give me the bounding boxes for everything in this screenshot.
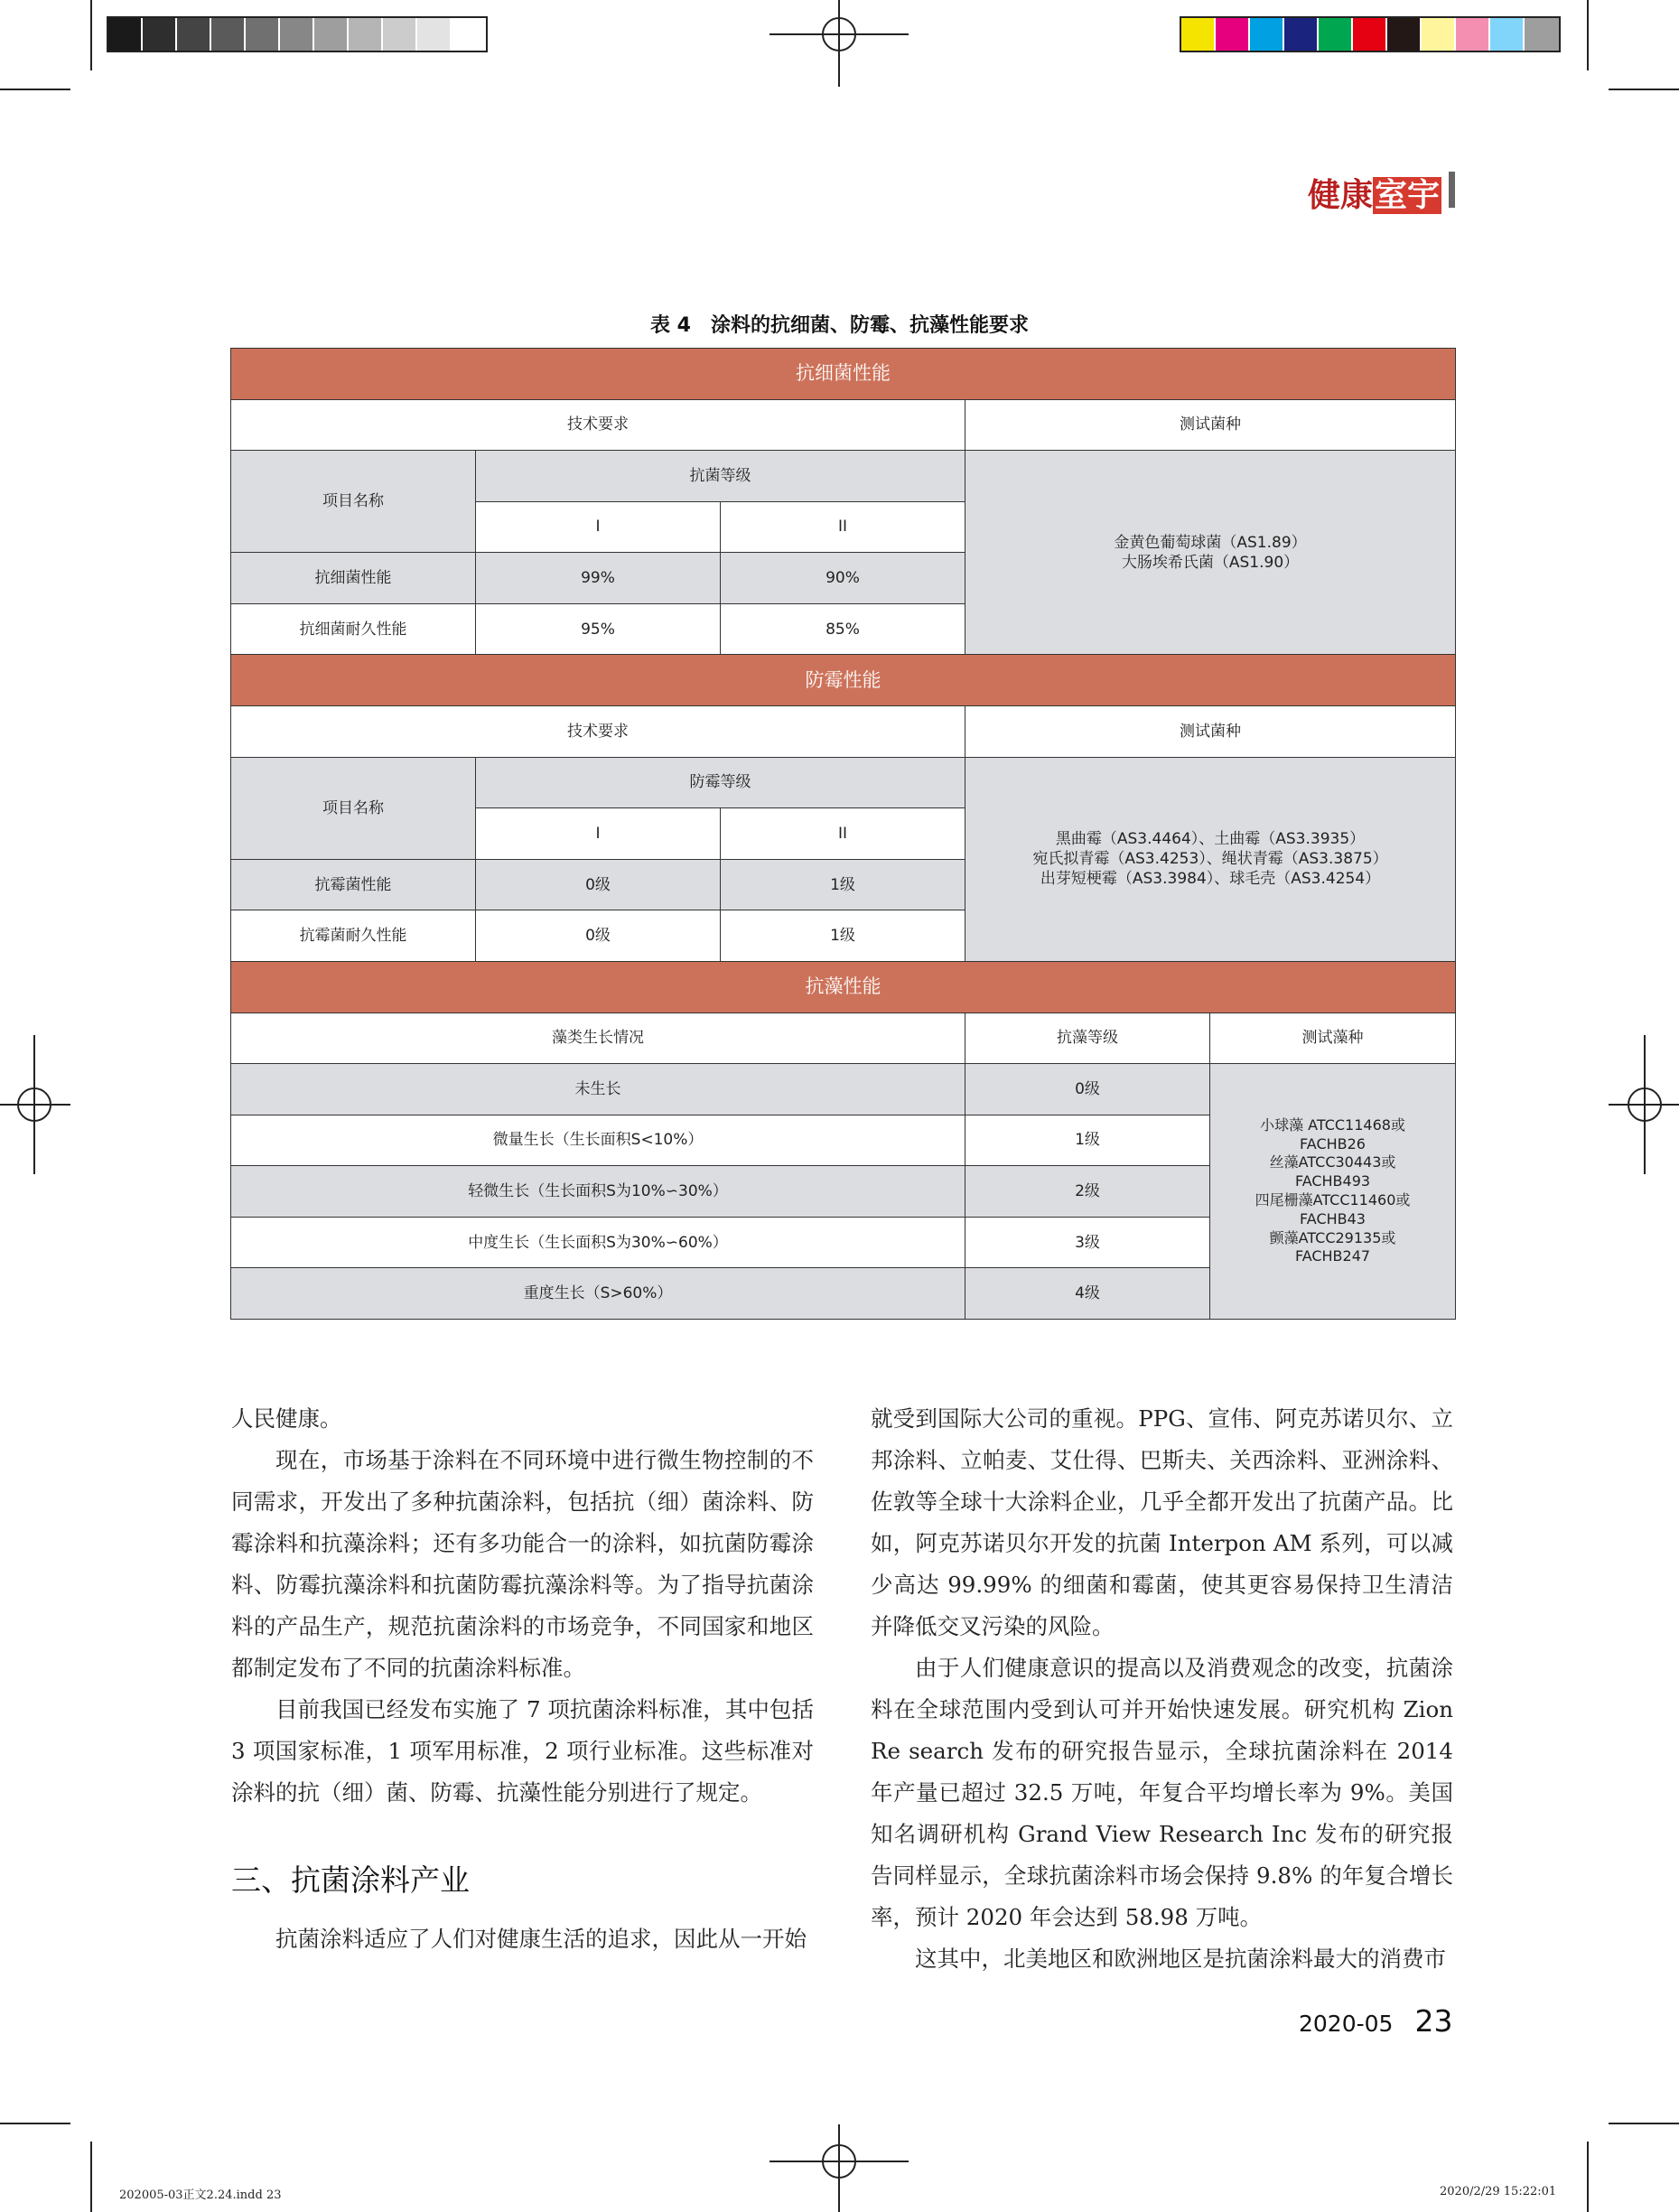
- gray-swatch: [417, 18, 452, 51]
- magazine-logo: [1308, 170, 1441, 216]
- table-cell: 抗细菌耐久性能: [231, 603, 476, 655]
- logo-bar: [1449, 172, 1455, 208]
- paragraph: 目前我国已经发布实施了 7 项抗菌涂料标准，其中包括 3 项国家标准，1 项军用标准，2 项行业标准。这些标准对涂料的抗（细）菌、防霉、抗藻性能分别进行了规定。: [231, 1696, 814, 1806]
- paragraph: 人民健康。: [231, 1405, 342, 1432]
- table-cell: 重度生长（S>60%）: [231, 1268, 965, 1320]
- table-cell: 2级: [965, 1166, 1210, 1218]
- section-heading: 三、抗菌涂料产业: [231, 1862, 470, 1898]
- gray-swatch: [246, 18, 280, 51]
- file-slug: 202005-03正文2.24.indd 23: [119, 2189, 282, 2202]
- left-text-column: [231, 1398, 814, 1960]
- table-cell: 项目名称: [231, 451, 476, 553]
- table-cell: 1级: [721, 910, 965, 962]
- table-cell: 90%: [721, 553, 965, 604]
- gray-swatch: [108, 18, 143, 51]
- table-cell: I: [476, 501, 721, 553]
- section-header-antialgae: 抗藻性能: [231, 961, 1456, 1013]
- gray-swatch: [452, 18, 486, 51]
- strain-line: FACHB493: [1294, 1172, 1371, 1190]
- strain-line: 小球藻 ATCC11468或: [1260, 1115, 1405, 1134]
- table-cell: 防霉等级: [476, 757, 965, 808]
- table-header-cell: 技术要求: [231, 399, 965, 451]
- table-cell: 中度生长（生长面积S为30%∽60%）: [231, 1217, 965, 1268]
- table-header-cell: 测试藻种: [1210, 1013, 1456, 1064]
- test-algae-cell: [1210, 1064, 1456, 1320]
- timestamp-slug: 2020/2/29 15:22:01: [1440, 2185, 1557, 2198]
- strain-line: FACHB26: [1300, 1134, 1366, 1153]
- table-header-cell: 技术要求: [231, 706, 965, 758]
- table-cell: 抗细菌性能: [231, 553, 476, 604]
- crop-mark: [1587, 0, 1589, 70]
- table-cell: 95%: [476, 603, 721, 655]
- gray-swatch: [177, 18, 211, 51]
- strain-line: 黑曲霉（AS3.4464）、土曲霉（AS3.3935）: [1055, 830, 1366, 849]
- section-header-antimold: 防霉性能: [231, 655, 1456, 706]
- table-header-cell: 测试菌种: [965, 399, 1456, 451]
- color-swatch: [1456, 18, 1490, 51]
- color-swatch: [1353, 18, 1387, 51]
- crop-mark: [1609, 2123, 1679, 2124]
- table-header-cell: 抗藻等级: [965, 1013, 1210, 1064]
- gray-swatch: [211, 18, 246, 51]
- table-header-cell: 藻类生长情况: [231, 1013, 965, 1064]
- color-swatch: [1250, 18, 1284, 51]
- table-cell: 微量生长（生长面积S<10%）: [231, 1115, 965, 1166]
- crop-mark: [1587, 2142, 1589, 2212]
- cmyk-color-bar: [1180, 16, 1561, 52]
- strain-line: 金黄色葡萄球菌（AS1.89）: [1114, 533, 1307, 552]
- color-swatch: [1284, 18, 1319, 51]
- section-header-antibacterial: 抗细菌性能: [231, 349, 1456, 400]
- table-cell: II: [721, 501, 965, 553]
- right-text-column: [871, 1398, 1453, 1980]
- performance-requirements-table: [230, 348, 1456, 1320]
- gray-swatch: [314, 18, 349, 51]
- table-cell: 抗菌等级: [476, 451, 965, 502]
- crop-mark: [1609, 89, 1679, 90]
- table-cell: 未生长: [231, 1064, 965, 1115]
- paragraph: 抗菌涂料适应了人们对健康生活的追求，因此从一开始: [275, 1926, 807, 1952]
- strain-line: 丝藻ATCC30443或: [1269, 1153, 1396, 1171]
- issue-number: 2020-05: [1299, 2011, 1394, 2037]
- paragraph: 由于人们健康意识的提高以及消费观念的改变，抗菌涂料在全球范围内受到认可并开始快速发展。研究机构 Zion Re search 发布的研究报告显示，全球抗菌涂料在 2014 年产量已超过 32.5 万吨，年复合平均增长率为 9%。美国知名调研机构 Grand View Research Inc 发布的研究报告同样显示，全球抗菌涂料市场会保持 9.8% 的年复合增长率，预计 2020 年会达到 58.98 万吨。: [871, 1655, 1453, 1930]
- paragraph: 现在，市场基于涂料在不同环境中进行微生物控制的不同需求，开发出了多种抗菌涂料，包括抗（细）菌涂料、防霉涂料和抗藻涂料；还有多功能合一的涂料，如抗菌防霉涂料、防霉抗藻涂料和抗菌防霉抗藻涂料等。为了指导抗菌涂料的产品生产，规范抗菌涂料的市场竞争，不同国家和地区都制定发布了不同的抗菌涂料标准。: [231, 1447, 814, 1681]
- color-swatch: [1490, 18, 1525, 51]
- color-swatch: [1216, 18, 1250, 51]
- strain-line: FACHB43: [1300, 1209, 1366, 1227]
- table-cell: 99%: [476, 553, 721, 604]
- test-strains-cell: [965, 451, 1456, 655]
- page-number: 23: [1414, 2003, 1453, 2039]
- page-footer: [1299, 2003, 1452, 2039]
- strain-line: 出芽短梗霉（AS3.3984）、球毛壳（AS3.4254）: [1040, 870, 1381, 889]
- gray-swatch: [280, 18, 314, 51]
- table-cell: 项目名称: [231, 757, 476, 859]
- table-cell: 3级: [965, 1217, 1210, 1268]
- color-swatch: [1422, 18, 1456, 51]
- table-cell: 抗霉菌性能: [231, 859, 476, 910]
- gray-swatch: [143, 18, 177, 51]
- table-cell: I: [476, 808, 721, 860]
- table-cell: 0级: [965, 1064, 1210, 1115]
- color-swatch: [1525, 18, 1559, 51]
- crop-mark: [90, 2142, 92, 2212]
- strain-line: FACHB247: [1294, 1247, 1371, 1265]
- crop-mark: [0, 89, 70, 90]
- logo-text: 健康: [1308, 177, 1374, 214]
- gray-swatch: [349, 18, 383, 51]
- table-cell: 85%: [721, 603, 965, 655]
- paragraph: 就受到国际大公司的重视。PPG、宣伟、阿克苏诺贝尔、立邦涂料、立帕麦、艾仕得、巴斯夫、关西涂料、亚洲涂料、佐敦等全球十大涂料企业，几乎全都开发出了抗菌产品。比如，阿克苏诺贝尔开发的抗菌 Interpon AM 系列，可以减少高达 99.99% 的细菌和霉菌，使其更容易保持卫生清洁并降低交叉污染的风险。: [871, 1405, 1453, 1639]
- table-cell: 0级: [476, 910, 721, 962]
- crop-mark: [0, 2123, 70, 2124]
- table-cell: 轻微生长（生长面积S为10%∽30%）: [231, 1166, 965, 1218]
- color-swatch: [1181, 18, 1216, 51]
- table-header-cell: 测试菌种: [965, 706, 1456, 758]
- table-cell: 1级: [965, 1115, 1210, 1166]
- table-cell: 1级: [721, 859, 965, 910]
- strain-line: 大肠埃希氏菌（AS1.90）: [1121, 553, 1300, 572]
- paragraph: 这其中，北美地区和欧洲地区是抗菌涂料最大的消费市: [915, 1946, 1446, 1972]
- table-cell: 抗霉菌耐久性能: [231, 910, 476, 962]
- table-cell: 4级: [965, 1268, 1210, 1320]
- table-row: [231, 1064, 1456, 1115]
- color-swatch: [1387, 18, 1422, 51]
- test-strains-cell: [965, 757, 1456, 961]
- logo-highlight: 室宇: [1375, 177, 1441, 214]
- gray-swatch: [383, 18, 417, 51]
- crop-mark: [90, 0, 92, 70]
- strain-line: 四尾栅藻ATCC11460或: [1255, 1191, 1411, 1209]
- table-caption: 表 4 涂料的抗细菌、防霉、抗藻性能要求: [650, 314, 1029, 337]
- color-swatch: [1319, 18, 1353, 51]
- table-cell: 0级: [476, 859, 721, 910]
- strain-line: 颤藻ATCC29135或: [1269, 1228, 1396, 1246]
- table-cell: II: [721, 808, 965, 860]
- strain-line: 宛氏拟青霉（AS3.4253）、绳状青霉（AS3.3875）: [1032, 850, 1388, 869]
- grayscale-color-bar: [107, 16, 488, 52]
